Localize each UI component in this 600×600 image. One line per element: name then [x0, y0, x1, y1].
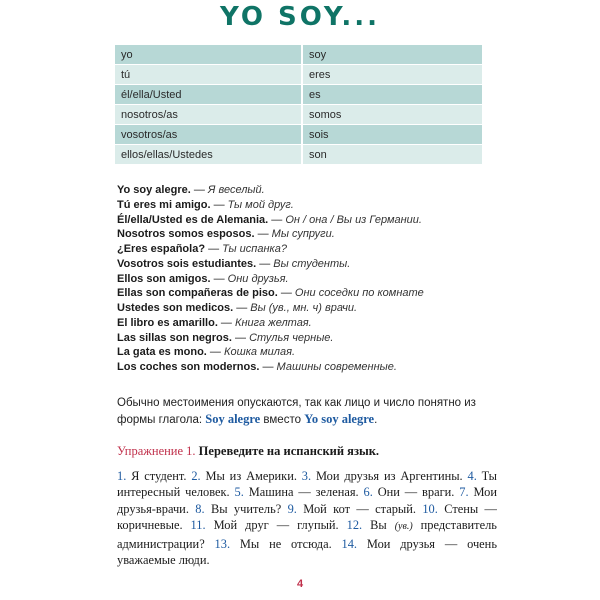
spanish-sentence: Yo soy alegre.	[117, 184, 191, 196]
task-number: 14.	[341, 536, 358, 551]
verb-cell: soy	[302, 45, 482, 65]
russian-translation: Они друзья.	[227, 272, 289, 285]
conjugation-row	[115, 145, 482, 165]
task-text: Мой друг — глупый.	[213, 518, 339, 533]
task-text: Машина — зеленая.	[248, 485, 359, 500]
example-line	[117, 345, 497, 360]
task-number: 7.	[459, 485, 469, 500]
task-number: 3.	[301, 469, 312, 483]
spanish-sentence: Las sillas son negros.	[117, 331, 232, 344]
example-line	[117, 301, 497, 316]
exercise-label: Упражнение 1.	[117, 444, 196, 458]
conjugation-table	[115, 45, 482, 165]
example-line	[117, 213, 497, 228]
pronoun-cell: nosotros/as	[115, 105, 302, 125]
pronoun-cell: él/ella/Usted	[115, 85, 302, 105]
spanish-sentence: El libro es amarillo.	[117, 316, 218, 329]
conjugation-row	[115, 85, 482, 105]
task-note: (ув.)	[394, 521, 413, 533]
spanish-sentence: ¿Eres española?	[117, 243, 206, 255]
task-text: Вы	[370, 518, 387, 533]
note-middle: вместо	[260, 414, 305, 426]
note-highlight-short: Soy alegre	[205, 412, 261, 426]
task-number: 12.	[346, 518, 363, 533]
dash-separator: —	[210, 198, 228, 211]
task-text: Мы не отсюда.	[239, 536, 332, 551]
verb-cell: es	[302, 85, 482, 105]
exercise-heading	[117, 444, 497, 459]
spanish-sentence: La gata es mono.	[117, 346, 207, 359]
task-text: Мои друзья — очень уважаемые люди.	[117, 536, 497, 568]
dash-separator: —	[259, 361, 277, 373]
examples-list	[117, 183, 497, 375]
russian-translation: Кошка милая.	[223, 346, 295, 359]
pronoun-cell: vosotros/as	[115, 125, 302, 145]
spanish-sentence: Ustedes son medicos.	[117, 302, 234, 314]
verb-cell: eres	[302, 65, 482, 85]
russian-translation: Стулья черные.	[249, 331, 334, 344]
russian-translation: Я веселый.	[207, 184, 265, 196]
verb-cell: sois	[302, 125, 482, 145]
note-end: .	[374, 414, 378, 426]
example-line	[117, 257, 497, 272]
example-line	[117, 198, 497, 213]
verb-cell: somos	[302, 105, 482, 125]
task-number: 9.	[287, 501, 297, 516]
russian-translation: Ты мой друг.	[227, 198, 294, 211]
russian-translation: Ты испанка?	[222, 243, 287, 255]
dash-separator: —	[210, 272, 228, 285]
pronoun-cell: ellos/ellas/Ustedes	[115, 145, 302, 165]
spanish-sentence: Tú eres mi amigo.	[117, 198, 211, 211]
page-title: YO SOY...	[219, 2, 381, 32]
task-text: Мои друзья из Аргентины.	[315, 469, 463, 483]
dash-separator: —	[254, 228, 272, 241]
conjugation-row	[115, 105, 482, 125]
task-number: 11.	[190, 518, 206, 533]
example-line	[117, 286, 497, 301]
russian-translation: Машины современные.	[276, 361, 397, 373]
dash-separator: —	[217, 316, 235, 329]
spanish-sentence: Nosotros somos esposos.	[117, 228, 255, 241]
exercise-instruction: Переведите на испанский язык.	[198, 444, 380, 458]
spanish-sentence: Los coches son modernos.	[117, 361, 260, 373]
spanish-sentence: Él/ella/Usted es de Alemania.	[117, 213, 269, 226]
exercise-tasks	[117, 468, 497, 568]
dash-separator: —	[205, 243, 223, 255]
conjugation-row	[115, 45, 482, 65]
example-line	[117, 316, 497, 331]
task-text: Мои друзья-врачи.	[117, 485, 497, 516]
russian-translation: Он / она / Вы из Германии.	[285, 213, 422, 226]
russian-translation: Вы (ув., мн. ч) врачи.	[250, 302, 358, 314]
note-text: Обычно местоимения опускаются, так как лицо и число понятно из формы глагола:	[117, 397, 476, 426]
task-text: Вы учитель?	[210, 501, 282, 516]
task-text-continued: представитель администрации?	[117, 518, 497, 551]
task-text: Они — враги.	[377, 485, 455, 500]
example-line	[117, 272, 497, 287]
example-line	[117, 242, 497, 257]
task-text: Мой кот — старый.	[303, 501, 416, 516]
task-number: 10.	[422, 501, 438, 516]
conjugation-row	[115, 125, 482, 145]
page-number: 4	[296, 578, 304, 590]
task-number: 4.	[467, 469, 477, 483]
dash-separator: —	[233, 302, 251, 314]
dash-separator: —	[231, 331, 250, 344]
task-text: Мы из Америки.	[205, 469, 297, 483]
pronoun-cell: yo	[115, 45, 302, 65]
russian-translation: Вы студенты.	[273, 257, 351, 270]
pronoun-cell: tú	[115, 65, 302, 85]
task-text: Ты интересный человек.	[117, 469, 497, 500]
task-text: Стены — коричневые.	[117, 501, 497, 533]
task-number: 13.	[214, 536, 231, 551]
verb-cell: son	[302, 145, 482, 165]
task-number: 1.	[117, 469, 127, 483]
spanish-sentence: Ellos son amigos.	[117, 272, 211, 285]
example-line	[117, 227, 497, 242]
example-line	[117, 183, 497, 198]
task-text: Я студент.	[131, 469, 187, 483]
example-line	[117, 331, 497, 346]
dash-separator: —	[206, 346, 224, 359]
task-number: 8.	[195, 501, 205, 516]
conjugation-row	[115, 65, 482, 85]
task-number: 5.	[234, 485, 244, 500]
dash-separator: —	[268, 213, 286, 226]
task-number: 6.	[363, 485, 373, 500]
example-line	[117, 360, 497, 375]
russian-translation: Мы супруги.	[271, 228, 335, 241]
spanish-sentence: Vosotros sois estudiantes.	[117, 257, 257, 270]
spanish-sentence: Ellas son compañeras de piso.	[117, 287, 278, 300]
note-highlight-full: Yo soy alegre	[304, 412, 375, 426]
dash-separator: —	[256, 257, 274, 270]
grammar-note	[117, 395, 497, 428]
dash-separator: —	[190, 184, 208, 196]
task-number: 2.	[191, 469, 201, 483]
russian-translation: Книга желтая.	[235, 316, 312, 329]
dash-separator: —	[277, 287, 295, 300]
russian-translation: Они соседки по комнате	[294, 287, 424, 300]
